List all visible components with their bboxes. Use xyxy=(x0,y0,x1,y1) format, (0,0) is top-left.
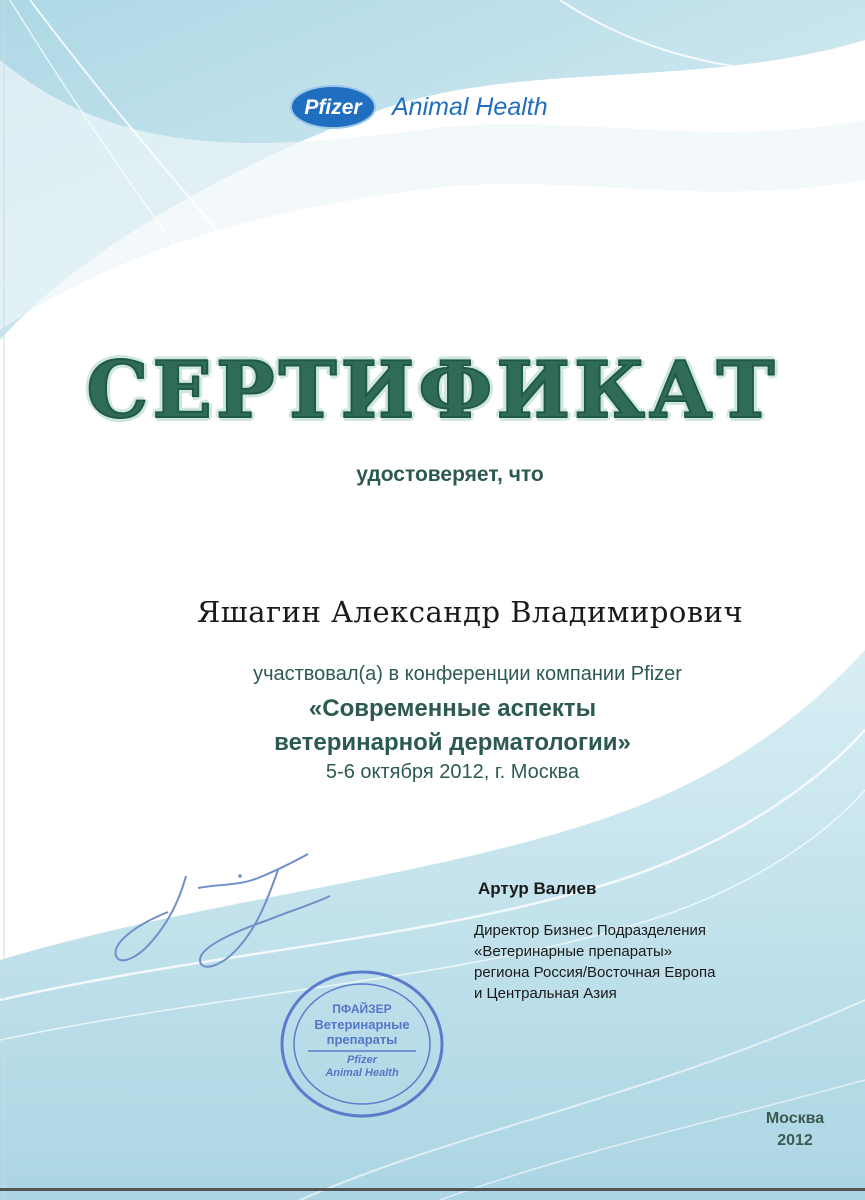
conference-title xyxy=(0,692,865,760)
official-stamp xyxy=(278,968,446,1120)
stamp-line: ПФАЙЗЕР xyxy=(332,1002,392,1016)
animal-health-wordmark: Animal Health xyxy=(392,93,548,121)
handwritten-signature xyxy=(108,848,338,978)
pfizer-logo-wordmark: Pfizer xyxy=(304,96,362,119)
conference-title-line: ветеринарной дерматологии» xyxy=(274,729,631,756)
stamp-line: Ветеринарные xyxy=(314,1017,410,1032)
participation-text: участвовал(а) в конференции компании Pfizer xyxy=(253,663,682,685)
scan-bottom-edge xyxy=(0,1188,865,1191)
signer-role xyxy=(474,920,774,1004)
signer-role-line: Директор Бизнес Подразделения xyxy=(474,922,706,939)
place-city: Москва xyxy=(765,1110,825,1127)
signer-role-line: региона Россия/Восточная Европа xyxy=(474,964,716,981)
place-year: 2012 xyxy=(777,1132,813,1149)
certificate-title: СЕРТИФИКАТ xyxy=(86,345,779,436)
event-dates: 5-6 октября 2012, г. Москва xyxy=(325,761,580,783)
recipient-name: Яшагин Александр Владимирович xyxy=(196,595,744,629)
place-and-year xyxy=(745,1108,845,1152)
stamp-line: Pfizer xyxy=(347,1054,377,1066)
signer-role-line: «Ветеринарные препараты» xyxy=(474,943,673,960)
stamp-line: Animal Health xyxy=(325,1067,399,1079)
conference-title-line: «Современные аспекты xyxy=(308,695,597,722)
stamp-line: препараты xyxy=(326,1032,398,1047)
certifies-text: удостоверяет, что xyxy=(356,463,544,486)
signer-role-line: и Центральная Азия xyxy=(474,985,617,1002)
signer-name: Артур Валиев xyxy=(478,879,597,898)
pfizer-logo xyxy=(290,82,590,132)
